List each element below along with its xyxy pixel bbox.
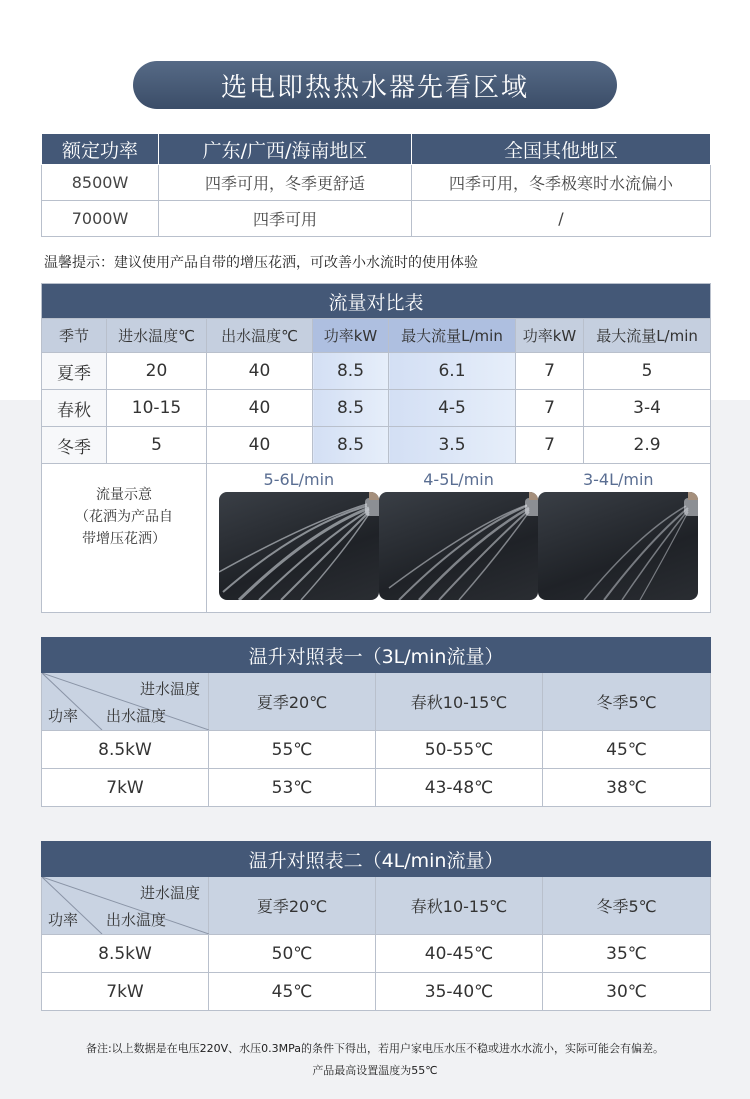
corner-header [42, 673, 209, 731]
corner-inlet-label: 进水温度 [139, 884, 200, 902]
header-other-region: 全国其他地区 [412, 134, 711, 165]
cell: 40 [207, 427, 313, 464]
flow-demo-label-cell [42, 464, 207, 613]
cell: 7kW [42, 973, 209, 1011]
col-spring-autumn: 春秋10-15℃ [376, 673, 543, 731]
cell: / [412, 201, 711, 237]
flow-table-title: 流量对比表 [42, 284, 711, 319]
col-max-flow-85: 最大流量L/min [389, 319, 516, 353]
col-spring-autumn: 春秋10-15℃ [376, 877, 543, 935]
cell: 35-40℃ [376, 973, 543, 1011]
cell: 40 [207, 353, 313, 390]
footnote: 备注:以上数据是在电压220V、水压0.3MPa的条件下得出，若用户家电压水压不稳或进水水流小，实际可能会有偏差。 [85, 1042, 665, 1055]
cell: 8500W [42, 165, 159, 201]
flow-comparison-table [41, 283, 711, 613]
cell: 8.5 [313, 427, 389, 464]
cell: 45℃ [209, 973, 376, 1011]
flow-demo-note: 带增压花洒） [82, 531, 166, 547]
cell: 四季可用，冬季更舒适 [159, 165, 412, 201]
shower-demo [219, 468, 379, 600]
table-row [42, 201, 711, 237]
cell: 3.5 [389, 427, 516, 464]
cell: 50-55℃ [376, 731, 543, 769]
page-title: 选电即热热水器先看区域 [220, 72, 529, 103]
flow-demo-label: 流量示意 [96, 487, 152, 503]
col-power-7: 功率kW [516, 319, 584, 353]
cell: 8.5kW [42, 731, 209, 769]
shower-stream-image [538, 492, 698, 600]
cell: 四季可用 [159, 201, 412, 237]
table-row [42, 390, 711, 427]
cell: 30℃ [543, 973, 711, 1011]
cell: 40-45℃ [376, 935, 543, 973]
table-row [42, 935, 711, 973]
shower-stream-image [379, 492, 539, 600]
cell: 8.5kW [42, 935, 209, 973]
corner-power-label: 功率 [48, 911, 79, 929]
flow-demo-note: （花洒为产品自 [75, 509, 173, 525]
table-row [42, 427, 711, 464]
shower-demo [379, 468, 539, 600]
col-max-flow-7: 最大流量L/min [584, 319, 711, 353]
col-winter: 冬季5℃ [543, 877, 711, 935]
cell: 35℃ [543, 935, 711, 973]
corner-header [42, 877, 209, 935]
corner-inlet-label: 进水温度 [139, 680, 200, 698]
corner-outlet-label: 出水温度 [106, 707, 167, 725]
temp-rise-table-2 [41, 841, 711, 1011]
cell: 冬季 [42, 427, 107, 464]
cell: 夏季 [42, 353, 107, 390]
table-row [42, 165, 711, 201]
tip-text: 温馨提示：建议使用产品自带的增压花洒，可改善小水流时的使用体验 [44, 255, 478, 271]
col-season: 季节 [42, 319, 107, 353]
cell: 5 [107, 427, 207, 464]
header-rated-power: 额定功率 [42, 134, 159, 165]
cell: 50℃ [209, 935, 376, 973]
temp-rise-table-1 [41, 637, 711, 807]
col-winter: 冬季5℃ [543, 673, 711, 731]
col-summer: 夏季20℃ [209, 877, 376, 935]
cell: 5 [584, 353, 711, 390]
col-outlet-temp: 出水温度℃ [207, 319, 313, 353]
cell: 20 [107, 353, 207, 390]
table-row [42, 973, 711, 1011]
table-row [42, 353, 711, 390]
cell: 春秋 [42, 390, 107, 427]
cell: 7000W [42, 201, 159, 237]
cell: 7 [516, 427, 584, 464]
shower-demo-caption: 3-4L/min [582, 470, 654, 489]
shower-stream-image [219, 492, 379, 600]
cell: 2.9 [584, 427, 711, 464]
cell: 43-48℃ [376, 769, 543, 807]
cell: 7kW [42, 769, 209, 807]
cell: 3-4 [584, 390, 711, 427]
temp-table-2-title: 温升对照表二（4L/min流量） [42, 842, 711, 877]
col-power-85: 功率kW [313, 319, 389, 353]
cell: 10-15 [107, 390, 207, 427]
footnote-max-temp: 产品最高设置温度为55℃ [312, 1064, 438, 1077]
shower-demo-caption: 4-5L/min [423, 470, 494, 489]
corner-outlet-label: 出水温度 [106, 911, 167, 929]
cell: 38℃ [543, 769, 711, 807]
header-south-region: 广东/广西/海南地区 [159, 134, 412, 165]
cell: 40 [207, 390, 313, 427]
table-row [42, 769, 711, 807]
corner-power-label: 功率 [48, 707, 79, 725]
cell: 8.5 [313, 353, 389, 390]
flow-demo-images [207, 464, 711, 613]
cell: 53℃ [209, 769, 376, 807]
cell: 6.1 [389, 353, 516, 390]
page-title-banner [133, 61, 617, 109]
col-summer: 夏季20℃ [209, 673, 376, 731]
shower-demo-caption: 5-6L/min [263, 470, 335, 489]
table-row [42, 731, 711, 769]
cell: 7 [516, 390, 584, 427]
region-table [41, 133, 711, 237]
cell: 7 [516, 353, 584, 390]
cell: 四季可用，冬季极寒时水流偏小 [412, 165, 711, 201]
cell: 55℃ [209, 731, 376, 769]
cell: 4-5 [389, 390, 516, 427]
cell: 8.5 [313, 390, 389, 427]
col-inlet-temp: 进水温度℃ [107, 319, 207, 353]
shower-demo [538, 468, 698, 600]
cell: 45℃ [543, 731, 711, 769]
temp-table-1-title: 温升对照表一（3L/min流量） [42, 638, 711, 673]
